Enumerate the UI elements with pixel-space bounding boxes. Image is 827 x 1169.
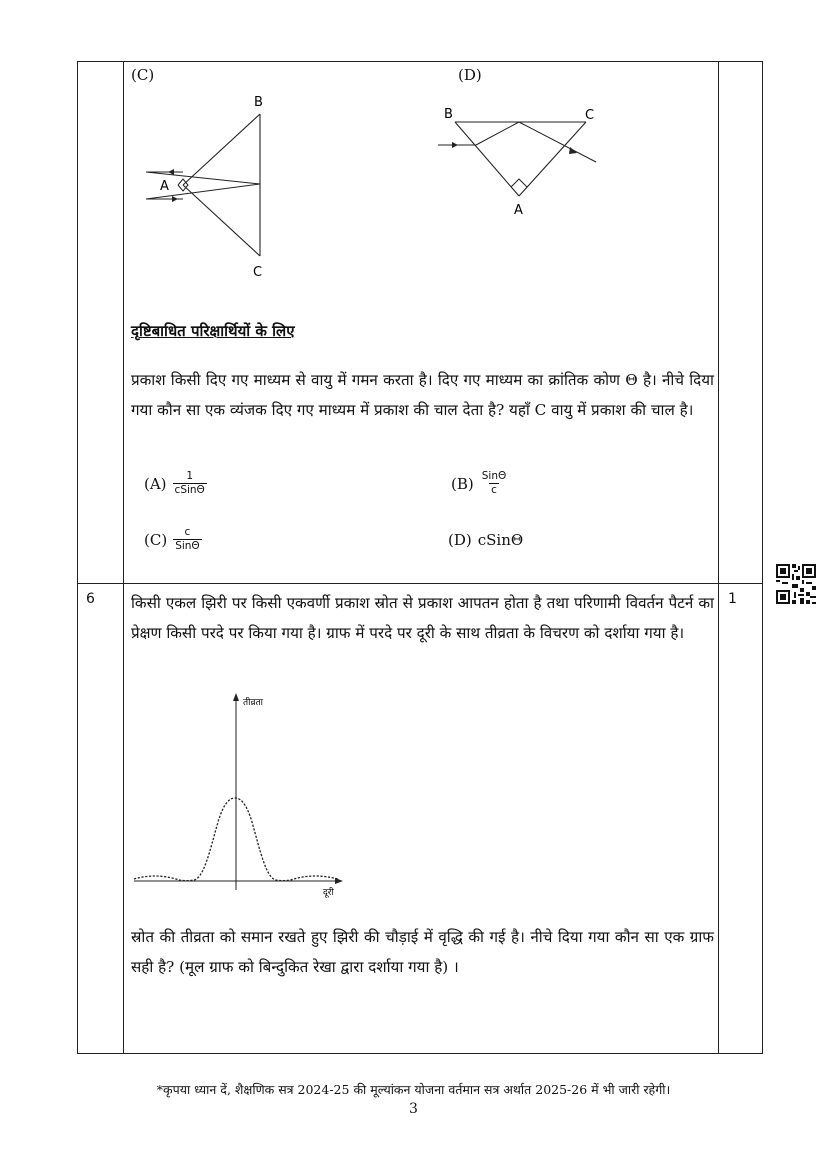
graph-y-label: तीव्रता — [243, 698, 263, 708]
diagram-d-vertex-b: B — [444, 107, 453, 122]
column-divider-right — [718, 61, 719, 1054]
vi-option-d-text: cSinΘ — [477, 531, 524, 549]
vi-option-c — [144, 526, 202, 553]
vi-option-a — [144, 470, 207, 497]
vi-option-a-denominator: cSinΘ — [174, 484, 205, 496]
diagram-d-vertex-a: A — [514, 203, 523, 218]
option-c-label: (C) — [131, 66, 155, 84]
vi-option-b-denominator: c — [491, 484, 497, 496]
vi-option-a-fraction — [173, 470, 207, 497]
vi-option-b-label: (B) — [451, 474, 474, 493]
diagram-c-vertex-b: B — [254, 95, 263, 110]
diagram-d-vertex-c: C — [585, 108, 595, 123]
vi-question-text: प्रकाश किसी दिए गए माध्यम से वायु में गमन करता है। दिए गए माध्यम का क्रांतिक कोण Θ है। नीचे दिया गया कौन सा एक व्यंजक दिए गए माध्यम में प्रकाश की चाल देता है? यहाँ C वायु में प्रकाश की चाल है। — [131, 371, 714, 419]
question-marks: 1 — [728, 591, 737, 607]
diagram-c-vertex-a: A — [160, 179, 169, 194]
qr-code — [776, 564, 816, 604]
vi-option-a-numerator: 1 — [186, 470, 194, 482]
option-d-label: (D) — [458, 66, 482, 84]
vi-option-b-fraction — [480, 470, 509, 497]
question6-text: किसी एकल झिरी पर किसी एकवर्णी प्रकाश स्रोत से प्रकाश आपतन होता है तथा परिणामी विवर्तन पैटर्न का प्रेक्षण किसी परदे पर किया गया है। ग्राफ में परदे पर दूरी के साथ तीव्रता के विचरण को दर्शाया गया है। — [131, 594, 714, 642]
page-number: 3 — [409, 1101, 418, 1117]
vi-option-b-numerator: SinΘ — [481, 470, 507, 482]
vi-option-b — [451, 470, 508, 497]
prism-diagram-d — [436, 100, 606, 220]
vi-option-a-label: (A) — [144, 474, 167, 493]
graph-x-label: दूरी — [323, 888, 334, 898]
vi-option-c-label: (C) — [144, 530, 168, 549]
vi-option-c-denominator: SinΘ — [175, 540, 200, 552]
vi-option-d-label: (D) — [448, 531, 472, 549]
vi-option-d — [448, 531, 523, 549]
intensity-graph — [130, 690, 355, 900]
column-divider-left — [123, 61, 124, 1054]
vi-option-c-numerator: c — [184, 526, 191, 538]
prism-diagram-c — [140, 88, 280, 283]
question-number: 6 — [86, 591, 95, 607]
footer-note: *कृपया ध्यान दें, शैक्षणिक सत्र 2024-25 की मूल्यांकन योजना वर्तमान सत्र अर्थात 2025-26 में भी जारी रहेगी। — [156, 1082, 671, 1097]
diagram-c-vertex-c: C — [253, 265, 263, 280]
vi-heading: दृष्टिबाधित परिक्षार्थियों के लिए — [131, 322, 295, 340]
vi-option-c-fraction — [173, 526, 202, 553]
row-divider — [77, 583, 763, 584]
question6-followup: स्रोत की तीव्रता को समान रखते हुए झिरी की चौड़ाई में वृद्धि की गई है। नीचे दिया गया कौन सा एक ग्राफ सही है? (मूल ग्राफ को बिन्दुकित रेखा द्वारा दर्शाया गया है) । — [131, 928, 714, 976]
